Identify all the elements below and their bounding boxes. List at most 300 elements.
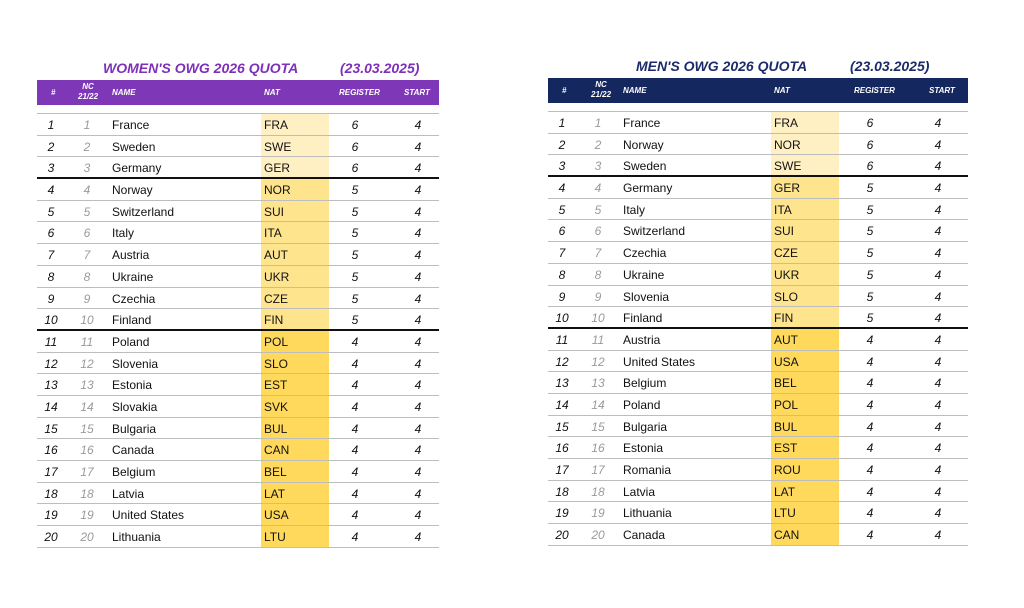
table-row: [37, 201, 439, 223]
nc-cell: 16: [80, 443, 94, 458]
table-row: [548, 264, 968, 286]
nc-cell: 10: [80, 313, 94, 328]
start-cell: 4: [934, 463, 942, 477]
rank-cell: 11: [555, 332, 569, 347]
register-cell: 5: [351, 248, 359, 263]
start-cell: 4: [934, 332, 942, 347]
name-cell: Germany: [623, 181, 673, 196]
name-cell: Austria: [112, 248, 150, 263]
rank-cell: 15: [44, 421, 58, 436]
start-cell: 4: [414, 269, 422, 284]
start-cell: 4: [934, 354, 942, 369]
register-cell: 5: [351, 183, 359, 198]
nat-cell: SLO: [264, 356, 289, 371]
men-table-title: MEN'S OWG 2026 QUOTA: [636, 58, 808, 74]
table-row: [548, 286, 968, 308]
register-cell: 4: [866, 484, 874, 499]
nat-cell: SVK: [264, 399, 289, 414]
men-header-gap: [548, 103, 968, 112]
table-row: [37, 331, 439, 353]
name-cell: Slovakia: [112, 399, 158, 414]
register-cell: 5: [866, 311, 874, 326]
name-cell: Bulgaria: [623, 419, 668, 434]
table-row: [548, 242, 968, 264]
rank-cell: 7: [558, 246, 566, 261]
table-row: [37, 504, 439, 526]
start-cell: 4: [934, 246, 942, 261]
start-cell: 4: [934, 419, 942, 434]
men-table-date: (23.03.2025): [850, 58, 930, 74]
start-cell: 4: [414, 248, 422, 263]
header-nat: NAT: [264, 88, 280, 97]
women-quota-panel: [37, 56, 439, 548]
nc-cell: 3: [83, 161, 91, 176]
rank-cell: 18: [44, 486, 58, 501]
name-cell: Bulgaria: [112, 421, 157, 436]
nc-cell: 3: [594, 159, 602, 174]
header-nat: NAT: [774, 86, 790, 95]
header-rank: #: [51, 88, 56, 97]
register-cell: 4: [866, 528, 874, 543]
name-cell: Lithuania: [112, 530, 161, 545]
nc-cell: 20: [80, 530, 94, 545]
register-cell: 6: [866, 159, 874, 174]
rank-cell: 10: [44, 313, 58, 328]
register-cell: 5: [866, 289, 874, 304]
register-cell: 5: [351, 269, 359, 284]
nc-cell: 14: [591, 397, 605, 412]
table-row: [548, 502, 968, 524]
nc-cell: 18: [80, 486, 94, 501]
name-cell: France: [112, 118, 150, 132]
nc-cell: 15: [591, 419, 605, 434]
start-cell: 4: [934, 202, 942, 217]
rank-cell: 17: [44, 465, 58, 479]
table-row: [548, 481, 968, 503]
nc-cell: 4: [594, 181, 602, 196]
register-cell: 4: [866, 463, 874, 477]
register-cell: 5: [351, 291, 359, 306]
register-cell: 4: [866, 354, 874, 369]
name-cell: Germany: [112, 161, 162, 176]
start-cell: 4: [934, 528, 942, 543]
start-cell: 4: [934, 181, 942, 196]
start-cell: 4: [414, 226, 422, 241]
table-row: [548, 351, 968, 373]
register-cell: 6: [866, 116, 874, 130]
name-cell: Austria: [623, 332, 661, 347]
register-cell: 4: [351, 530, 359, 545]
register-cell: 5: [866, 246, 874, 261]
nc-cell: 16: [591, 441, 605, 456]
register-cell: 4: [351, 356, 359, 371]
table-row: [37, 244, 439, 266]
nc-cell: 5: [83, 204, 91, 219]
header-register: REGISTER: [854, 86, 895, 95]
rank-cell: 16: [555, 441, 569, 456]
register-cell: 4: [866, 419, 874, 434]
nc-cell: 20: [591, 528, 605, 543]
start-cell: 4: [414, 421, 422, 436]
nc-cell: 8: [83, 269, 91, 284]
register-cell: 4: [866, 506, 874, 521]
table-row: [37, 114, 439, 136]
start-cell: 4: [414, 334, 422, 349]
register-cell: 5: [351, 226, 359, 241]
rank-cell: 20: [44, 530, 58, 545]
name-cell: Switzerland: [623, 224, 686, 239]
register-cell: 4: [866, 332, 874, 347]
register-cell: 5: [351, 313, 359, 328]
rank-cell: 17: [555, 463, 569, 477]
name-cell: Belgium: [623, 376, 667, 391]
header-start: START: [404, 88, 430, 97]
register-cell: 4: [351, 421, 359, 436]
start-cell: 4: [414, 378, 422, 393]
table-row: [548, 199, 968, 221]
rank-cell: 8: [558, 267, 566, 282]
header-nc: NC 21/22: [78, 82, 99, 101]
name-cell: Poland: [623, 397, 661, 412]
nat-cell: ITA: [774, 202, 792, 217]
rank-cell: 2: [47, 139, 55, 154]
start-cell: 4: [934, 484, 942, 499]
nat-cell: FIN: [774, 311, 794, 326]
start-cell: 4: [934, 289, 942, 304]
rank-cell: 11: [44, 334, 58, 349]
nc-cell: 19: [80, 508, 94, 523]
rank-cell: 4: [47, 183, 55, 198]
nat-cell: POL: [774, 397, 799, 412]
nc-cell: 11: [591, 332, 605, 347]
table-row: [548, 155, 968, 177]
nc-cell: 15: [80, 421, 94, 436]
name-cell: Ukraine: [112, 269, 154, 284]
nc-cell: 9: [594, 289, 602, 304]
nat-cell: SUI: [264, 204, 285, 219]
start-cell: 4: [934, 311, 942, 326]
name-cell: United States: [112, 508, 185, 523]
rank-cell: 1: [47, 118, 55, 132]
nc-cell: 7: [83, 248, 91, 263]
name-cell: Ukraine: [623, 267, 665, 282]
table-row: [548, 112, 968, 134]
start-cell: 4: [934, 397, 942, 412]
start-cell: 4: [414, 291, 422, 306]
women-table-header: [37, 80, 439, 105]
register-cell: 5: [351, 204, 359, 219]
start-cell: 4: [934, 376, 942, 391]
name-cell: Latvia: [623, 484, 656, 499]
table-row: [548, 524, 968, 546]
register-cell: 4: [351, 486, 359, 501]
rank-cell: 14: [44, 399, 58, 414]
nat-cell: FRA: [264, 118, 288, 132]
table-row: [548, 416, 968, 438]
register-cell: 4: [351, 508, 359, 523]
table-row: [548, 307, 968, 329]
table-row: [548, 134, 968, 156]
nat-cell: CAN: [774, 528, 800, 543]
table-row: [37, 288, 439, 310]
header-name: NAME: [623, 86, 647, 95]
table-row: [37, 179, 439, 201]
nat-cell: EST: [264, 378, 288, 393]
rank-cell: 5: [47, 204, 55, 219]
register-cell: 5: [866, 267, 874, 282]
name-cell: Czechia: [112, 291, 156, 306]
nat-cell: POL: [264, 334, 289, 349]
nat-cell: ITA: [264, 226, 282, 241]
table-row: [37, 222, 439, 244]
nc-cell: 8: [594, 267, 602, 282]
rank-cell: 15: [555, 419, 569, 434]
start-cell: 4: [414, 465, 422, 479]
register-cell: 6: [351, 118, 359, 132]
nat-cell: CAN: [264, 443, 290, 458]
nat-cell: CZE: [264, 291, 288, 306]
rank-cell: 16: [44, 443, 58, 458]
register-cell: 4: [866, 397, 874, 412]
rank-cell: 3: [558, 159, 566, 174]
nat-cell: SWE: [774, 159, 802, 174]
start-cell: 4: [414, 183, 422, 198]
register-cell: 5: [866, 181, 874, 196]
nat-cell: GER: [264, 161, 291, 176]
rank-cell: 18: [555, 484, 569, 499]
rank-cell: 2: [558, 137, 566, 152]
name-cell: Italy: [112, 226, 135, 241]
nat-cell: UKR: [264, 269, 290, 284]
table-row: [548, 437, 968, 459]
header-rank: #: [562, 86, 567, 95]
name-cell: Norway: [112, 183, 153, 198]
rank-cell: 12: [44, 356, 58, 371]
name-cell: Sweden: [623, 159, 667, 174]
rank-cell: 13: [44, 378, 58, 393]
rank-cell: 4: [558, 181, 566, 196]
nat-cell: LTU: [774, 506, 796, 521]
start-cell: 4: [414, 161, 422, 176]
rank-cell: 10: [555, 311, 569, 326]
women-title-row: [37, 56, 439, 80]
header-register: REGISTER: [339, 88, 380, 97]
name-cell: Canada: [623, 528, 666, 543]
name-cell: United States: [623, 354, 696, 369]
rank-cell: 19: [44, 508, 58, 523]
nc-cell: 13: [591, 376, 605, 391]
table-row: [548, 329, 968, 351]
start-cell: 4: [934, 441, 942, 456]
start-cell: 4: [414, 486, 422, 501]
nat-cell: GER: [774, 181, 801, 196]
register-cell: 4: [351, 399, 359, 414]
nat-cell: BEL: [264, 465, 287, 479]
name-cell: Poland: [112, 334, 150, 349]
nc-cell: 19: [591, 506, 605, 521]
register-cell: 5: [866, 224, 874, 239]
rank-cell: 8: [47, 269, 55, 284]
women-header-gap: [37, 105, 439, 114]
name-cell: Slovenia: [112, 356, 159, 371]
men-table-body: [548, 112, 968, 546]
table-row: [37, 374, 439, 396]
men-title-row: [548, 54, 968, 78]
table-row: [37, 483, 439, 505]
rank-cell: 5: [558, 202, 566, 217]
start-cell: 4: [414, 313, 422, 328]
women-table-date: (23.03.2025): [340, 60, 420, 76]
name-cell: Finland: [112, 313, 152, 328]
table-row: [37, 439, 439, 461]
table-row: [548, 220, 968, 242]
nat-cell: UKR: [774, 267, 800, 282]
table-row: [37, 526, 439, 548]
start-cell: 4: [414, 204, 422, 219]
table-row: [37, 266, 439, 288]
nat-cell: BUL: [264, 421, 288, 436]
header-name: NAME: [112, 88, 136, 97]
nat-cell: FIN: [264, 313, 284, 328]
table-row: [37, 136, 439, 158]
men-quota-panel: [548, 54, 968, 546]
nat-cell: BEL: [774, 376, 797, 391]
rank-cell: 9: [558, 289, 566, 304]
nat-cell: AUT: [264, 248, 288, 263]
name-cell: Latvia: [112, 486, 145, 501]
name-cell: Estonia: [112, 378, 153, 393]
nc-cell: 12: [80, 356, 94, 371]
nat-cell: ROU: [774, 463, 801, 477]
women-table-body: [37, 114, 439, 548]
start-cell: 4: [934, 137, 942, 152]
header-nc: NC 21/22: [591, 80, 612, 99]
rank-cell: 1: [558, 116, 566, 130]
register-cell: 6: [351, 139, 359, 154]
register-cell: 4: [866, 376, 874, 391]
rank-cell: 9: [47, 291, 55, 306]
nc-cell: 12: [591, 354, 605, 369]
name-cell: France: [623, 116, 661, 130]
nc-cell: 6: [83, 226, 91, 241]
name-cell: Italy: [623, 202, 646, 217]
start-cell: 4: [414, 399, 422, 414]
nc-cell: 17: [591, 463, 605, 477]
register-cell: 4: [351, 465, 359, 479]
table-row: [548, 177, 968, 199]
women-table-title: WOMEN'S OWG 2026 QUOTA: [103, 60, 299, 76]
nc-cell: 2: [83, 139, 91, 154]
start-cell: 4: [414, 118, 422, 132]
nc-cell: 10: [591, 311, 605, 326]
name-cell: Czechia: [623, 246, 667, 261]
nc-cell: 9: [83, 291, 91, 306]
start-cell: 4: [414, 139, 422, 154]
nat-cell: FRA: [774, 116, 798, 130]
start-cell: 4: [934, 116, 942, 130]
nat-cell: LAT: [264, 486, 286, 501]
nat-cell: SUI: [774, 224, 795, 239]
nc-cell: 6: [594, 224, 602, 239]
register-cell: 4: [351, 334, 359, 349]
start-cell: 4: [934, 506, 942, 521]
header-start: START: [929, 86, 955, 95]
table-row: [548, 372, 968, 394]
nc-cell: 13: [80, 378, 94, 393]
start-cell: 4: [414, 508, 422, 523]
name-cell: Norway: [623, 137, 664, 152]
nat-cell: LTU: [264, 530, 286, 545]
rank-cell: 13: [555, 376, 569, 391]
name-cell: Sweden: [112, 139, 156, 154]
rank-cell: 7: [47, 248, 55, 263]
table-row: [548, 459, 968, 481]
rank-cell: 20: [555, 528, 569, 543]
start-cell: 4: [934, 159, 942, 174]
name-cell: Belgium: [112, 465, 156, 479]
table-row: [37, 418, 439, 440]
table-row: [37, 353, 439, 375]
name-cell: Canada: [112, 443, 155, 458]
register-cell: 4: [351, 378, 359, 393]
nat-cell: NOR: [264, 183, 291, 198]
nat-cell: USA: [774, 354, 799, 369]
register-cell: 4: [351, 443, 359, 458]
table-row: [37, 157, 439, 179]
nat-cell: EST: [774, 441, 798, 456]
men-table-header: [548, 78, 968, 103]
rank-cell: 19: [555, 506, 569, 521]
rank-cell: 3: [47, 161, 55, 176]
table-row: [37, 461, 439, 483]
register-cell: 5: [866, 202, 874, 217]
nat-cell: SWE: [264, 139, 292, 154]
table-row: [37, 396, 439, 418]
rank-cell: 6: [47, 226, 55, 241]
start-cell: 4: [414, 530, 422, 545]
nat-cell: LAT: [774, 484, 796, 499]
name-cell: Finland: [623, 311, 663, 326]
start-cell: 4: [414, 443, 422, 458]
register-cell: 6: [351, 161, 359, 176]
nat-cell: SLO: [774, 289, 799, 304]
rank-cell: 12: [555, 354, 569, 369]
nc-cell: 11: [80, 334, 94, 349]
name-cell: Switzerland: [112, 204, 175, 219]
nat-cell: BUL: [774, 419, 798, 434]
start-cell: 4: [414, 356, 422, 371]
nc-cell: 1: [594, 116, 602, 130]
register-cell: 6: [866, 137, 874, 152]
nc-cell: 5: [594, 202, 602, 217]
nc-cell: 7: [594, 246, 602, 261]
table-row: [37, 309, 439, 331]
nat-cell: AUT: [774, 332, 798, 347]
rank-cell: 6: [558, 224, 566, 239]
nc-cell: 1: [83, 118, 91, 132]
nat-cell: CZE: [774, 246, 798, 261]
nc-cell: 18: [591, 484, 605, 499]
name-cell: Slovenia: [623, 289, 670, 304]
start-cell: 4: [934, 224, 942, 239]
name-cell: Lithuania: [623, 506, 672, 521]
nc-cell: 2: [594, 137, 602, 152]
start-cell: 4: [934, 267, 942, 282]
nc-cell: 14: [80, 399, 94, 414]
nc-cell: 4: [83, 183, 91, 198]
name-cell: Estonia: [623, 441, 664, 456]
nc-cell: 17: [80, 465, 94, 479]
